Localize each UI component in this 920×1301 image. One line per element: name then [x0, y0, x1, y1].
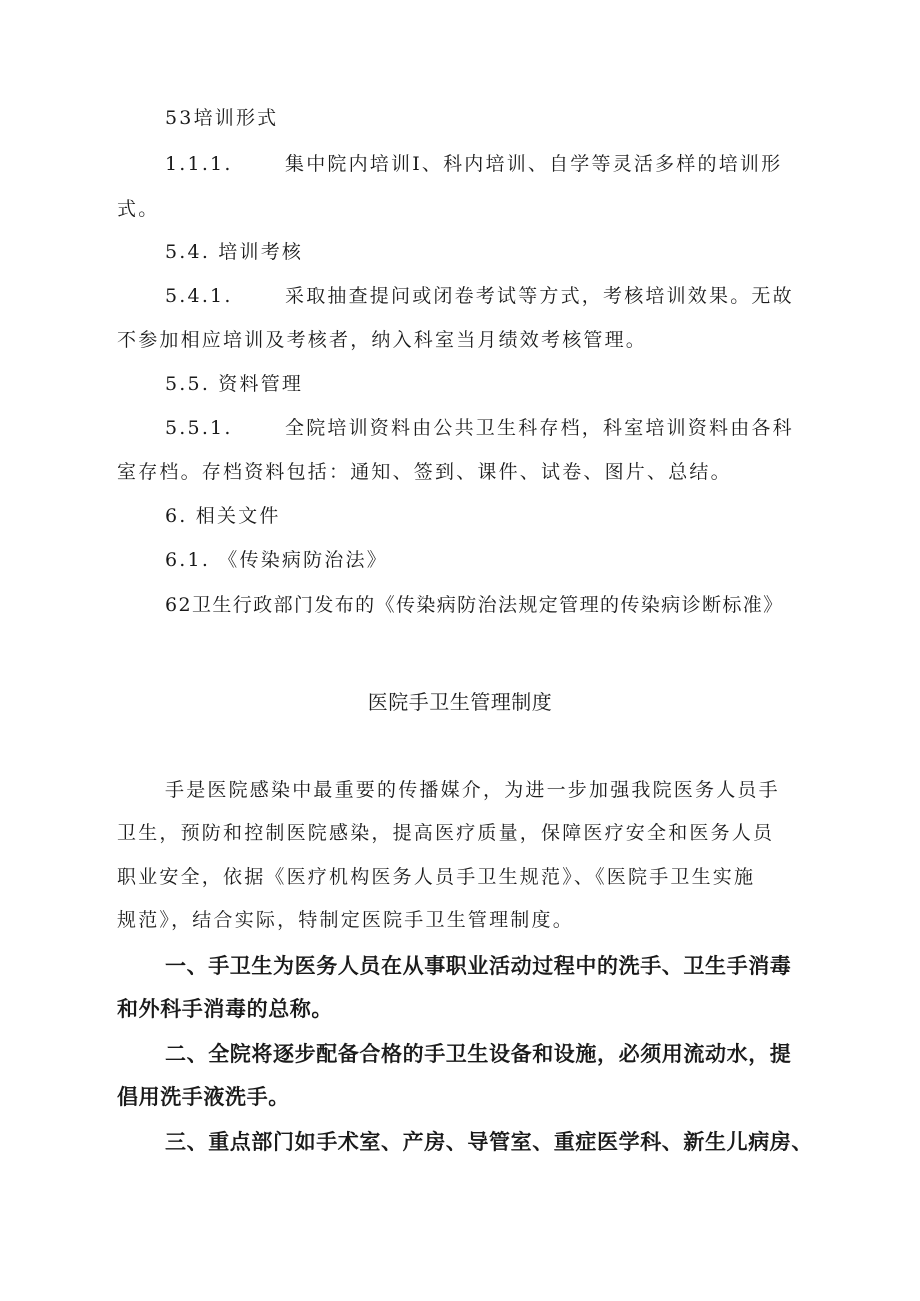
section-5-3-1-line-2: 式。	[117, 198, 160, 220]
item-1-line-2: 和外科手消毒的总称。	[117, 997, 333, 1021]
intro-line-2: 卫生，预防和控制医院感染，提高医疗质量，保障医疗安全和医务人员	[117, 822, 775, 844]
section-5-4-heading: 5.4. 培训考核	[165, 241, 304, 263]
section-5-4-1-number: 5.4.1.	[165, 285, 233, 307]
section-6-heading: 6. 相关文件	[165, 505, 281, 527]
item-2-line-2: 倡用洗手液洗手。	[117, 1085, 290, 1109]
section-5-3-heading: 53培训形式	[165, 107, 279, 129]
section-5-5-1-text: 全院培训资料由公共卫生科存档，科室培训资料由各科	[285, 417, 794, 439]
section-5-4-1-line-2: 不参加相应培训及考核者，纳入科室当月绩效考核管理。	[117, 329, 648, 351]
item-3-line-1: 三、重点部门如手术室、产房、导管室、重症医学科、新生儿病房、	[165, 1130, 813, 1154]
section-5-5-1-number: 5.5.1.	[165, 417, 233, 439]
intro-line-3: 职业安全，依据《医疗机构医务人员手卫生规范》、《医院手卫生实施	[117, 866, 756, 888]
section-6-1: 6.1. 《传染病防治法》	[165, 549, 388, 571]
section-6-2: 62卫生行政部门发布的《传染病防治法规定管理的传染病诊断标准》	[165, 594, 784, 616]
section-5-5-heading: 5.5. 资料管理	[165, 373, 304, 395]
section-5-3-1-text: 集中院内培训I、科内培训、自学等灵活多样的培训形	[285, 153, 783, 175]
section-5-5-1-line-2: 室存档。存档资料包括：通知、签到、课件、试卷、图片、总结。	[117, 461, 732, 483]
section-5-4-1-line-1	[165, 284, 832, 309]
intro-line-4: 规范》，结合实际，特制定医院手卫生管理制度。	[117, 909, 574, 931]
section-5-5-1-line-1	[165, 416, 832, 441]
intro-line-1: 手是医院感染中最重要的传播媒介，为进一步加强我院医务人员手	[165, 779, 780, 801]
section-5-4-1-text: 采取抽查提问或闭卷考试等方式，考核培训效果。无故	[285, 285, 794, 307]
item-1-line-1: 一、手卫生为医务人员在从事职业活动过程中的洗手、卫生手消毒	[165, 954, 792, 978]
item-2-line-1: 二、全院将逐步配备合格的手卫生设备和设施，必须用流动水，提	[165, 1042, 792, 1066]
policy-title: 医院手卫生管理制度	[367, 690, 553, 714]
section-5-3-1-line-1	[165, 152, 832, 177]
section-5-3-1-number: 1.1.1.	[165, 153, 233, 175]
